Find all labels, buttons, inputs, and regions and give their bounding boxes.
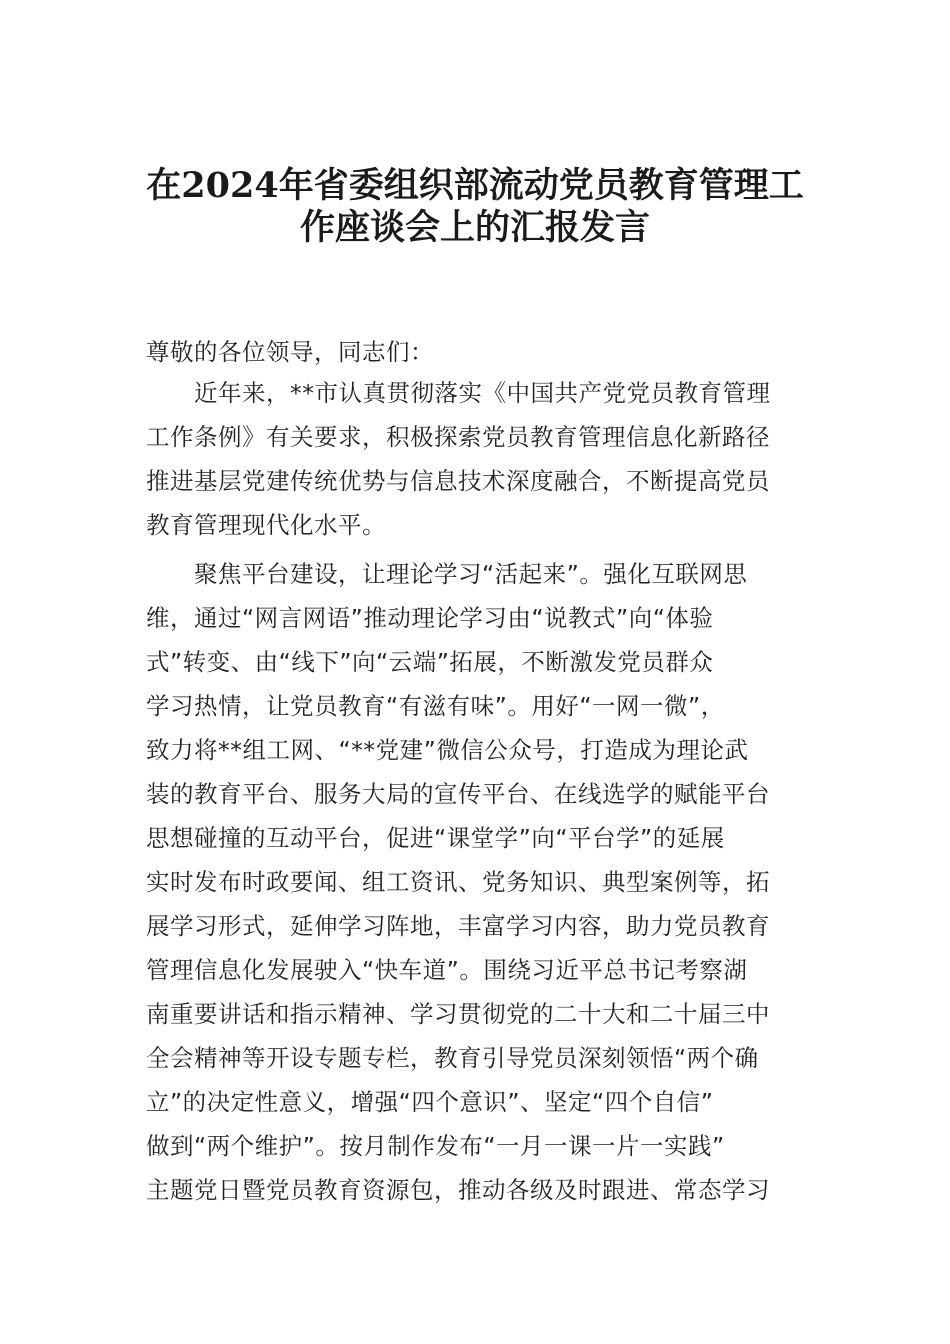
document-title-line-2: 作座谈会上的汇报发言 [299,207,650,248]
document-title-line-1: 在2024年省委组织部流动党员教育管理工 [146,165,804,206]
body-line: 教育管理现代化水平。 [146,511,386,539]
body-line: 立”的决定性意义，增强“四个意识”、坚定“四个自信” [146,1088,714,1116]
body-line: 南重要讲话和指示精神、学习贯彻党的二十大和二十届三中 [146,1000,770,1028]
body-line: 推进基层党建传统优势与信息技术深度融合，不断提高党员 [146,467,770,495]
salutation: 尊敬的各位领导，同志们： [146,338,434,366]
body-line: 维，通过“网言网语”推动理论学习由“说教式”向“体验 [146,604,714,632]
body-line: 聚焦平台建设，让理论学习“活起来”。强化互联网思 [146,560,748,588]
body-line: 做到“两个维护”。按月制作发布“一月一课一片一实践” [146,1132,725,1160]
body-line: 全会精神等开设专题专栏，教育引导党员深刻领悟“两个确 [146,1044,759,1072]
body-line: 装的教育平台、服务大局的宣传平台、在线选学的赋能平台 [146,780,770,808]
body-line: 工作条例》有关要求，积极探索党员教育管理信息化新路径 [146,423,770,451]
body-line: 致力将**组工网、“**党建”微信公众号，打造成为理论武 [146,736,749,764]
body-line: 式”转变、由“线下”向“云端”拓展，不断激发党员群众 [146,648,714,676]
body-line: 思想碰撞的互动平台，促进“课堂学”向“平台学”的延展 [146,824,725,852]
body-line: 学习热情，让党员教育“有滋有味”。用好“一网一微”， [146,692,725,720]
body-line: 展学习形式，延伸学习阵地，丰富学习内容，助力党员教育 [146,912,770,940]
body-line: 实时发布时政要闻、组工资讯、党务知识、典型案例等，拓 [146,868,770,896]
body-line: 主题党日暨党员教育资源包，推动各级及时跟进、常态学习 [146,1176,770,1204]
body-line: 近年来，**市认真贯彻落实《中国共产党党员教育管理 [146,379,771,407]
body-line: 管理信息化发展驶入“快车道”。围绕习近平总书记考察湖 [146,956,748,984]
